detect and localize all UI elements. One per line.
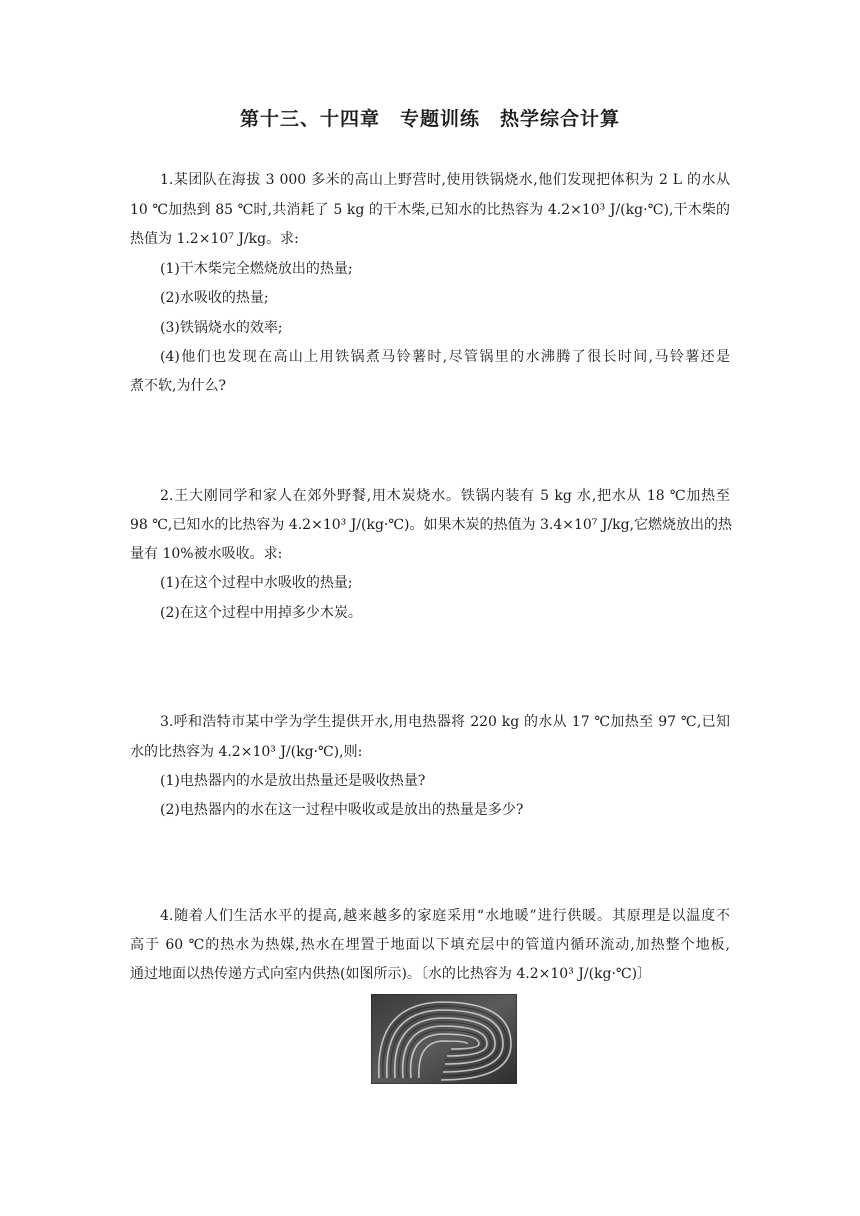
q2-part-1: (1)在这个过程中水吸收的热量;: [160, 575, 353, 591]
q4-line-3: 通过地面以热传递方式向室内供热(如图所示)。〔水的比热容为 4.2×10³ J/(kg·℃)〕: [130, 966, 652, 982]
q4-line-2: 高于 60 ℃的热水为热媒,热水在埋置于地面以下填充层中的管道内循环流动,加热整个地板,: [130, 937, 730, 953]
q1-part-1: (1)干木柴完全燃烧放出的热量;: [160, 261, 353, 277]
floor-heating-photo: [371, 994, 517, 1084]
q1-part-2: (2)水吸收的热量;: [160, 290, 269, 306]
q4-line-1: 4.随着人们生活水平的提高,越来越多的家庭采用“水地暖”进行供暖。其原理是以温度不: [160, 908, 730, 924]
q3-line-1: 3.呼和浩特市某中学为学生提供开水,用电热器将 220 kg 的水从 17 ℃加热至 97 ℃,已知: [160, 714, 730, 730]
q3-part-1: (1)电热器内的水是放出热量还是吸收热量?: [160, 773, 426, 789]
q1-line-2: 10 ℃加热到 85 ℃时,共消耗了 5 kg 的干木柴,已知水的比热容为 4.2×10³ J/(kg·℃),干木柴的: [130, 202, 730, 218]
q1-line-1: 1.某团队在海拔 3 000 多米的高山上野营时,使用铁锅烧水,他们发现把体积为 2 L 的水从: [160, 172, 730, 188]
floor-heating-pipes-image: [371, 994, 517, 1084]
page-title: 第十三、十四章 专题训练 热学综合计算: [239, 108, 620, 130]
q3-line-2: 水的比热容为 4.2×10³ J/(kg·℃),则:: [130, 744, 363, 760]
q2-line-3: 量有 10%被水吸收。求:: [130, 546, 283, 562]
q1-line-3: 热值为 1.2×10⁷ J/kg。求:: [130, 231, 299, 247]
q2-line-2: 98 ℃,已知水的比热容为 4.2×10³ J/(kg·℃)。如果木炭的热值为 3.4×10⁷ J/kg,它燃烧放出的热: [130, 517, 733, 533]
q1-part-4-cont: 煮不软,为什么?: [130, 378, 226, 394]
q2-line-1: 2.王大刚同学和家人在郊外野餐,用木炭烧水。铁锅内装有 5 kg 水,把水从 18 ℃加热至: [160, 488, 730, 504]
q1-part-4: (4)他们也发现在高山上用铁锅煮马铃薯时,尽管锅里的水沸腾了很长时间,马铃薯还是: [160, 349, 730, 365]
q2-part-2: (2)在这个过程中用掉多少木炭。: [160, 605, 362, 621]
q3-part-2: (2)电热器内的水在这一过程中吸收或是放出的热量是多少?: [160, 802, 524, 818]
q1-part-3: (3)铁锅烧水的效率;: [160, 320, 283, 336]
